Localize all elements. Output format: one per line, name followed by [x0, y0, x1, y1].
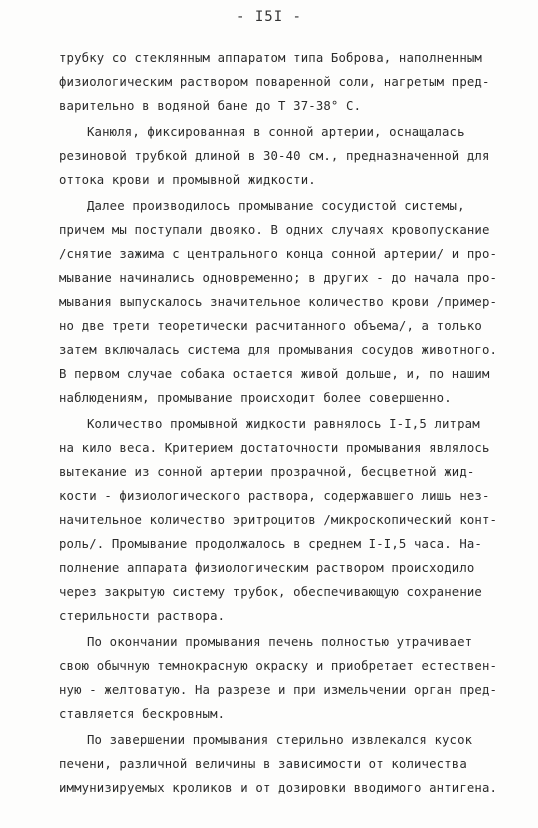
text-line: оттока крови и промывной жидкости.: [59, 173, 316, 187]
paragraph-first-line: Количество промывной жидкости равнялось I-I,5 литрам: [87, 417, 480, 431]
text-line: ставляется бескровным.: [59, 707, 226, 721]
text-line: причем мы поступали двояко. В одних случаях кровопускание: [59, 223, 490, 237]
text-line: свою обычную темнокрасную окраску и приобретает естествен-: [59, 659, 498, 673]
text-line: полнение аппарата физиологическим раствором происходило: [59, 561, 475, 575]
text-line: мывания выпускалось значительное количество крови /пример-: [59, 295, 498, 309]
text-line: но две трети теоретически расчитанного объема/, а только: [59, 319, 482, 333]
text-line: затем включалась система для промывания сосудов животного.: [59, 343, 498, 357]
text-line: начительное количество эритроцитов /микроскопический конт-: [59, 513, 498, 527]
text-line: ную - желтоватую. На разрезе и при измельчении орган пред-: [59, 683, 498, 697]
paragraph-first-line: Канюля, фиксированная в сонной артерии, оснащалась: [87, 125, 465, 139]
text-line: кости - физиологического раствора, содержавшего лишь нез-: [59, 489, 490, 503]
text-line: варительно в водяной бане до Т 37-38° С.: [59, 99, 362, 113]
paragraph-first-line: По окончании промывания печень полностью утрачивает: [87, 635, 473, 649]
text-line: физиологическим раствором поваренной соли, нагретым пред-: [59, 75, 490, 89]
text-line: мывание начинались одновременно; в других - до начала про-: [59, 271, 498, 285]
page-number: - I5I -: [235, 9, 302, 25]
text-line: стерильности раствора.: [59, 609, 226, 623]
paragraph-first-line: По завершении промывания стерильно извлекался кусок: [87, 733, 473, 747]
text-line: В первом случае собака остается живой дольше, и, по нашим: [59, 367, 490, 381]
text-line: печени, различной величины в зависимости от количества: [59, 757, 467, 771]
text-line: /снятие зажима с центрального конца сонной артерии/ и про-: [59, 247, 498, 261]
text-line: через закрытую систему трубок, обеспечивающую сохранение: [59, 585, 482, 599]
paragraph-first-line: Далее производилось промывание сосудистой системы,: [87, 199, 465, 213]
text-line: на кило веса. Критерием достаточности промывания являлось: [59, 441, 490, 455]
text-line: роль/. Промывание продолжалось в среднем I-I,5 часа. На-: [59, 537, 482, 551]
text-line: трубку со стеклянным аппаратом типа Боброва, наполненным: [59, 51, 482, 65]
text-line: наблюдениям, промывание происходит более совершенно.: [59, 391, 452, 405]
text-line: вытекание из сонной артерии прозрачной, бесцветной жид-: [59, 465, 475, 479]
text-line: резиновой трубкой длиной в 30-40 см., предназначенной для: [59, 149, 490, 163]
text-line: иммунизируемых кроликов и от дозировки вводимого антигена.: [59, 781, 498, 795]
